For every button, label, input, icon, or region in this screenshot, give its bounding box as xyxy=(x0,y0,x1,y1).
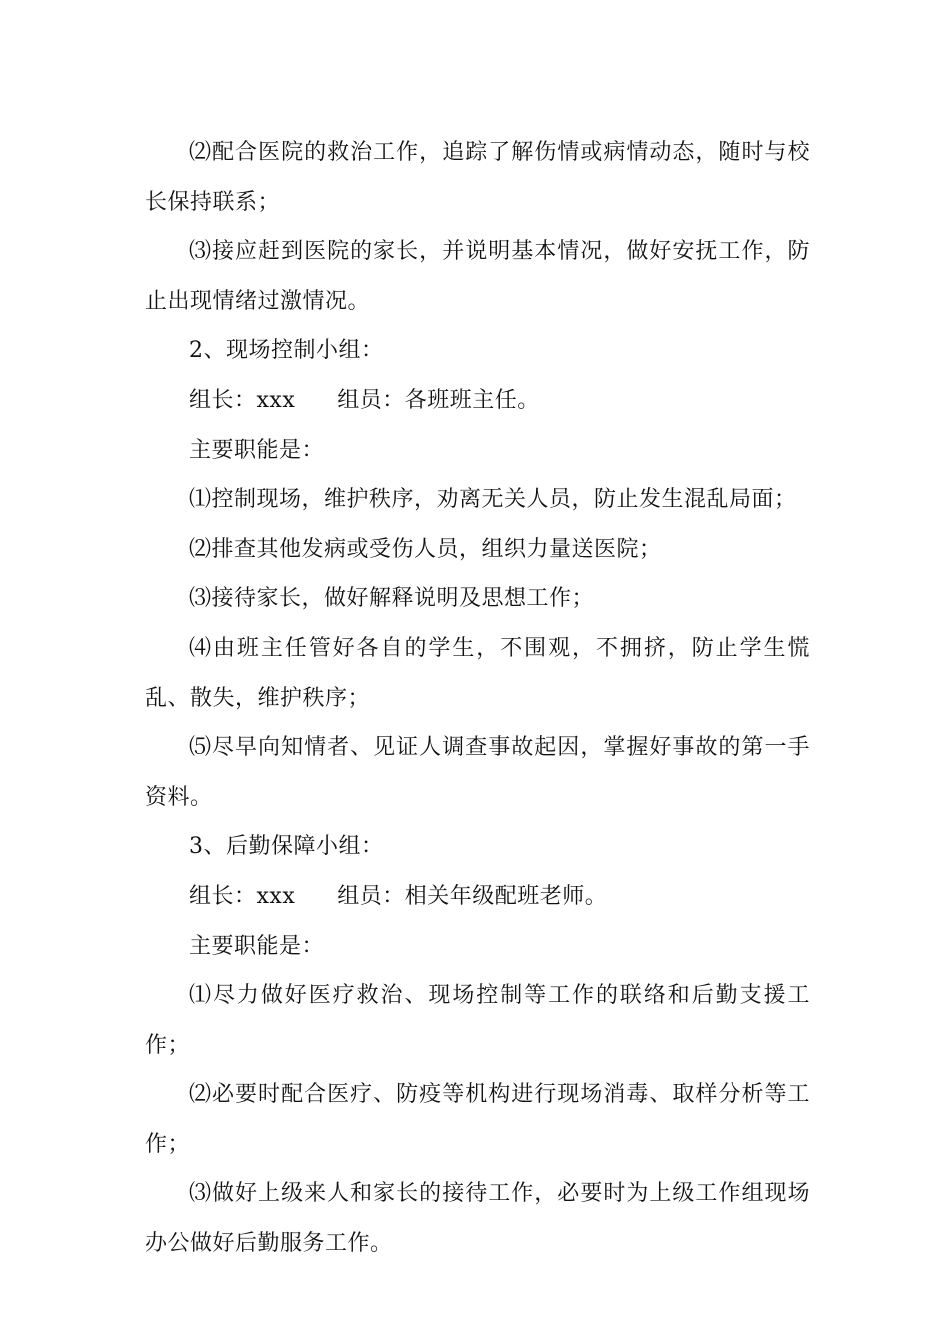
paragraph-manage-students: ⑷由班主任管好各自的学生，不围观，不拥挤，防止学生慌乱、散失，维护秩序； xyxy=(145,635,810,711)
logistics-members-line xyxy=(145,872,810,922)
site-control-duties-heading: 主要职能是： xyxy=(189,437,325,463)
logistics-leader: 组长：xxx xyxy=(189,883,296,909)
section-heading-site-control: 2、现场控制小组： xyxy=(189,338,384,364)
paragraph-receive-parents: ⑶接待家长，做好解释说明及思想工作； xyxy=(189,586,595,612)
document-body xyxy=(145,128,810,1269)
site-control-members-line xyxy=(145,376,810,426)
paragraph-logistics-support: ⑴尽力做好医疗救治、现场控制等工作的联络和后勤支援工作； xyxy=(145,983,810,1058)
site-control-members: 组员：各班班主任。 xyxy=(337,387,540,413)
paragraph-investigate-cause: ⑸尽早向知情者、见证人调查事故起因，掌握好事故的第一手资料。 xyxy=(145,735,810,810)
paragraph-control-site: ⑴控制现场，维护秩序，劝离无关人员，防止发生混乱局面； xyxy=(189,487,797,513)
paragraph-hospital-treatment: ⑵配合医院的救治工作，追踪了解伤情或病情动态，随时与校长保持联系； xyxy=(145,140,810,215)
paragraph-disinfection: ⑵必要时配合医疗、防疫等机构进行现场消毒、取样分析等工作； xyxy=(145,1082,810,1157)
paragraph-receive-parents-hospital: ⑶接应赶到医院的家长，并说明基本情况，做好安抚工作，防止出现情绪过激情况。 xyxy=(145,239,810,314)
paragraph-check-injured: ⑵排查其他发病或受伤人员，组织力量送医院； xyxy=(189,536,662,562)
site-control-leader: 组长：xxx xyxy=(189,387,296,413)
paragraph-reception-work: ⑶做好上级来人和家长的接待工作，必要时为上级工作组现场办公做好后勤服务工作。 xyxy=(145,1181,810,1257)
logistics-duties-heading: 主要职能是： xyxy=(189,933,325,959)
section-heading-logistics: 3、后勤保障小组： xyxy=(189,834,384,860)
logistics-members: 组员：相关年级配班老师。 xyxy=(337,883,608,909)
